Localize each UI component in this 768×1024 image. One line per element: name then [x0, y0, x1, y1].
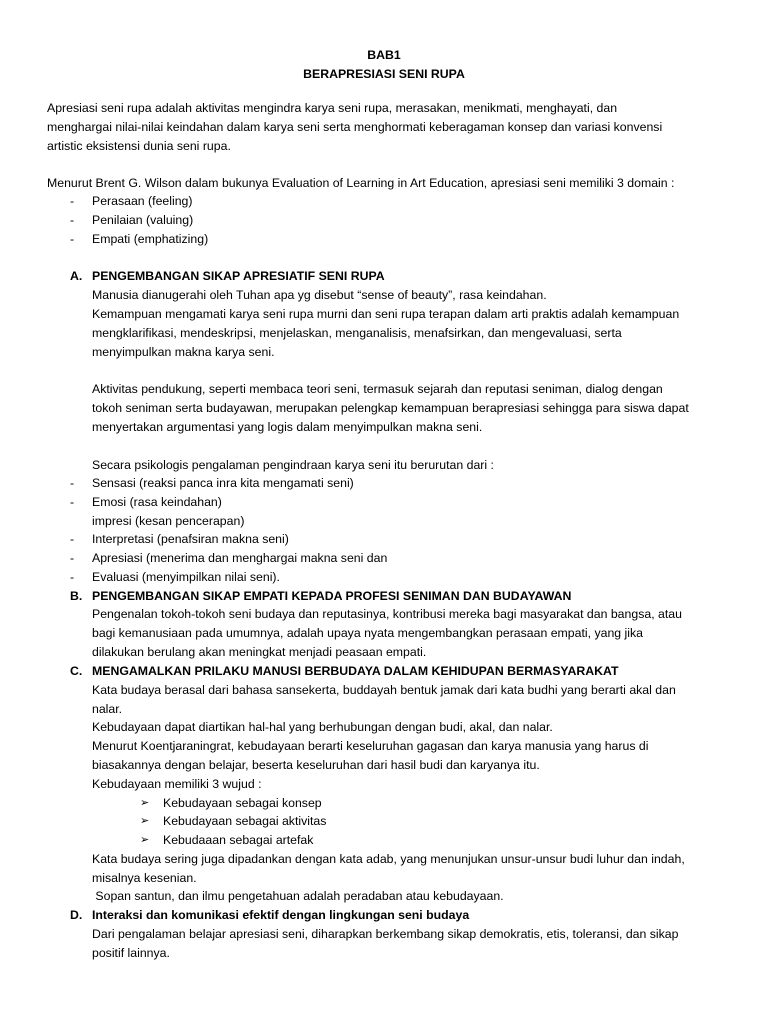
section-a-para2-line: menyertakan argumentasi yang logis dalam menyimpulkan makna seni. — [92, 420, 483, 434]
step-item: Sensasi (reaksi panca inra kita mengamati seni) — [92, 476, 354, 490]
section-b-line: bagi kemanusiaan pada umumnya, adalah upaya nyata mengembangkan perasaan empati, yang jika — [92, 626, 643, 640]
section-c-line: Kebudayaan dapat diartikan hal-hal yang berhubungan dengan budi, akal, dan nalar. — [92, 720, 553, 734]
culture-form-item: Kebudayaan sebagai konsep — [163, 796, 322, 810]
section-a-line: menyimpulkan makna karya seni. — [92, 345, 275, 359]
step-item: Interpretasi (penafsiran makna seni) — [92, 532, 289, 546]
domain-item: Penilaian (valuing) — [92, 213, 194, 227]
culture-form-item: Kebudayaan sebagai aktivitas — [163, 814, 327, 828]
section-a-line: Kemampuan mengamati karya seni rupa murni dan seni rupa terapan dalam arti praktis adalah kemampuan — [92, 307, 680, 321]
chapter-title: BAB1 — [367, 48, 401, 62]
section-b-line: dilakukan berulang akan meningkat menjadi peasaan empati. — [92, 645, 427, 659]
step-item: Evaluasi (menyimpilkan nilai seni). — [92, 570, 280, 584]
bullet-dash: - — [70, 532, 75, 546]
section-c-line: Menurut Koentjaraningrat, kebudayaan berarti keseluruhan gagasan dan karya manusia yang harus di — [92, 739, 649, 753]
section-c-after-line: Kata budaya sering juga dipadankan dengan kata adab, yang menunjukan unsur-unsur budi luhur dan indah, — [92, 852, 685, 866]
section-a-psych-intro: Secara psikologis pengalaman pengindraan karya seni itu berurutan dari : — [92, 458, 494, 472]
section-c-line: Kebudayaan memiliki 3 wujud : — [92, 777, 262, 791]
section-c-letter: C. — [70, 664, 83, 678]
section-d-heading: Interaksi dan komunikasi efektif dengan lingkungan seni budaya — [92, 908, 470, 922]
step-item: impresi (kesan pencerapan) — [92, 514, 245, 528]
section-a-line: Manusia dianugerahi oleh Tuhan apa yg disebut “sense of beauty”, rasa keindahan. — [92, 288, 547, 302]
step-item: Apresiasi (menerima dan menghargai makna seni dan — [92, 551, 388, 565]
section-c-line: biasakannya dengan belajar, beserta keseluruhan dari hasil budi dan karyanya itu. — [92, 758, 540, 772]
domain-item: Empati (emphatizing) — [92, 232, 209, 246]
culture-form-item: Kebudaaan sebagai artefak — [163, 833, 314, 847]
section-a-line: mengklarifikasi, mendeskripsi, menjelaskan, menganalisis, menafsirkan, dan mengevaluasi, serta — [92, 326, 622, 340]
section-d-line: Dari pengalaman belajar apresiasi seni, diharapkan berkembang sikap demokratis, etis, toleransi, dan sikap — [92, 927, 679, 941]
bullet-dash: - — [70, 551, 75, 565]
section-d-line: positif lainnya. — [92, 946, 170, 960]
chapter-subtitle: BERAPRESIASI SENI RUPA — [303, 67, 465, 81]
bullet-dash: - — [70, 232, 75, 246]
section-a-heading: PENGEMBANGAN SIKAP APRESIATIF SENI RUPA — [92, 269, 385, 283]
section-c-line: Kata budaya berasal dari bahasa sansekerta, buddayah bentuk jamak dari kata budhi yang berarti akal dan — [92, 683, 676, 697]
bullet-dash: - — [70, 495, 75, 509]
section-c-after-line: Sopan santun, dan ilmu pengetahuan adalah peradaban atau kebudayaan. — [92, 889, 504, 903]
bullet-dash: - — [70, 213, 75, 227]
wilson-paragraph: Menurut Brent G. Wilson dalam bukunya Evaluation of Learning in Art Education, apresiasi seni memiliki 3 domain : — [47, 176, 675, 190]
step-item: Emosi (rasa keindahan) — [92, 495, 222, 509]
intro-line: artistic eksistensi dunia seni rupa. — [47, 139, 231, 153]
section-d-letter: D. — [70, 908, 83, 922]
section-b-letter: B. — [70, 589, 83, 603]
bullet-dash: - — [70, 570, 75, 584]
section-c-heading: MENGAMALKAN PRILAKU MANUSI BERBUDAYA DALAM KEHIDUPAN BERMASYARAKAT — [92, 664, 619, 678]
arrow-bullet-icon: ➢ — [140, 834, 150, 846]
bullet-dash: - — [70, 194, 75, 208]
section-a-letter: A. — [70, 269, 83, 283]
domain-item: Perasaan (feeling) — [92, 194, 193, 208]
bullet-dash: - — [70, 476, 75, 490]
arrow-bullet-icon: ➢ — [140, 815, 150, 827]
section-c-after-line: misalnya kesenian. — [92, 871, 197, 885]
arrow-bullet-icon: ➢ — [140, 797, 150, 809]
section-b-line: Pengenalan tokoh-tokoh seni budaya dan reputasinya, kontribusi mereka bagi masyarakat dan bangsa, atau — [92, 607, 682, 621]
section-c-line: nalar. — [92, 702, 123, 716]
section-a-para2-line: Aktivitas pendukung, seperti membaca teori seni, termasuk sejarah dan reputasi seniman, dialog dengan — [92, 382, 663, 396]
section-b-heading: PENGEMBANGAN SIKAP EMPATI KEPADA PROFESI SENIMAN DAN BUDAYAWAN — [92, 589, 572, 603]
section-a-para2-line: tokoh seniman serta budayawan, merupakan pelengkap kemampuan berapresiasi sehingga para siswa dapat — [92, 401, 689, 415]
intro-line: Apresiasi seni rupa adalah aktivitas mengindra karya seni rupa, merasakan, menikmati, menghayati, dan — [47, 101, 618, 115]
intro-line: menghargai nilai-nilai keindahan dalam karya seni serta menghormati keberagaman konsep dan variasi konvensi — [47, 120, 663, 134]
